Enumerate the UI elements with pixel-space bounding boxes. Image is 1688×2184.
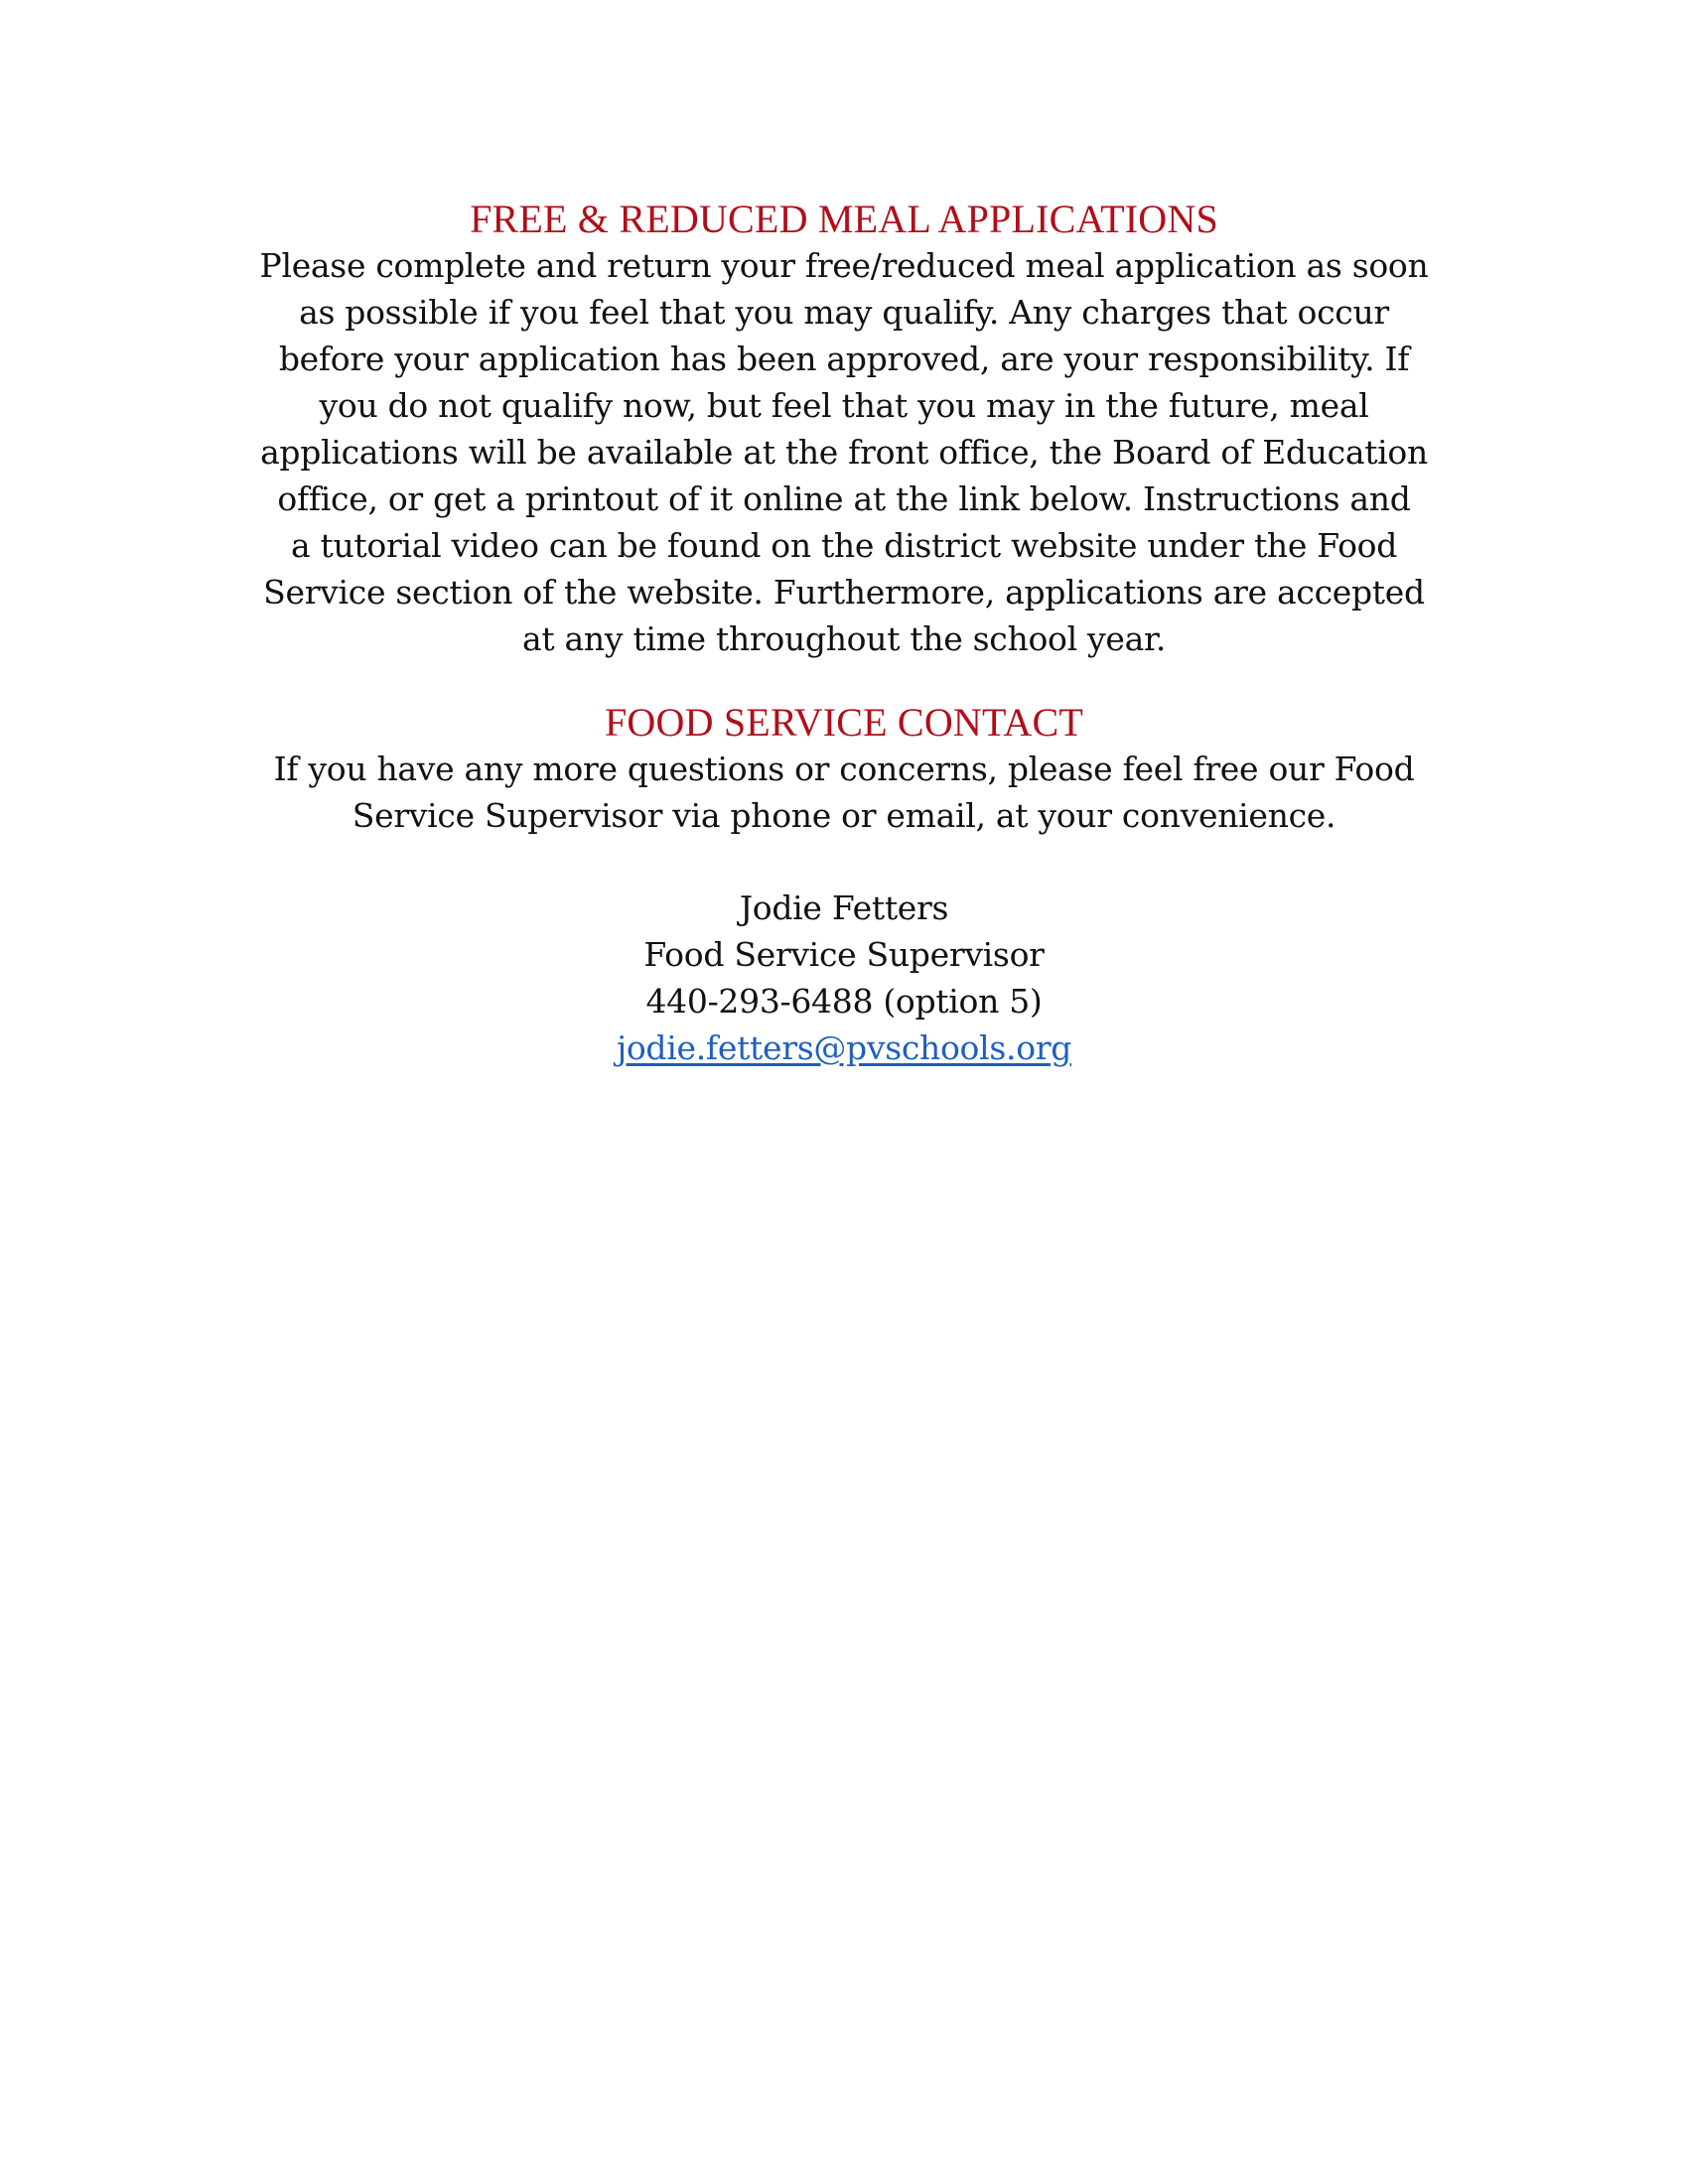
contact-name: Jodie Fetters <box>739 888 949 927</box>
contact-email-line <box>189 1024 1499 1071</box>
paragraph-line: office, or get a printout of it online at the link below. Instructions and <box>277 479 1411 518</box>
food-service-contact-paragraph <box>189 746 1499 839</box>
section-spacer <box>189 662 1499 700</box>
paragraph-line: Service section of the website. Furthermore, applications are accepted <box>263 573 1425 612</box>
contact-title: Food Service Supervisor <box>643 935 1045 974</box>
paragraph-line: applications will be available at the front office, the Board of Education <box>260 433 1428 472</box>
contact-block <box>189 885 1499 1071</box>
contact-phone: 440-293-6488 (option 5) <box>645 982 1043 1021</box>
paragraph-line: as possible if you feel that you may qualify. Any charges that occur <box>299 293 1389 332</box>
meal-applications-paragraph <box>189 242 1499 662</box>
document-content <box>189 197 1499 1071</box>
paragraph-line: at any time throughout the school year. <box>521 619 1167 658</box>
meal-applications-heading: FREE & REDUCED MEAL APPLICATIONS <box>470 197 1218 241</box>
food-service-contact-heading: FOOD SERVICE CONTACT <box>604 700 1084 745</box>
contact-email-link[interactable]: jodie.fetters@pvschools.org <box>616 1028 1072 1067</box>
paragraph-line: If you have any more questions or concerns, please feel free our Food <box>273 750 1415 788</box>
paragraph-line: before your application has been approved, are your responsibility. If <box>278 340 1410 378</box>
paragraph-line: Please complete and return your free/reduced meal application as soon <box>259 246 1429 285</box>
section-spacer <box>189 839 1499 885</box>
paragraph-line: you do not qualify now, but feel that you may in the future, meal <box>319 386 1369 425</box>
paragraph-line: a tutorial video can be found on the district website under the Food <box>290 526 1398 565</box>
paragraph-line: Service Supervisor via phone or email, at your convenience. <box>352 796 1336 835</box>
